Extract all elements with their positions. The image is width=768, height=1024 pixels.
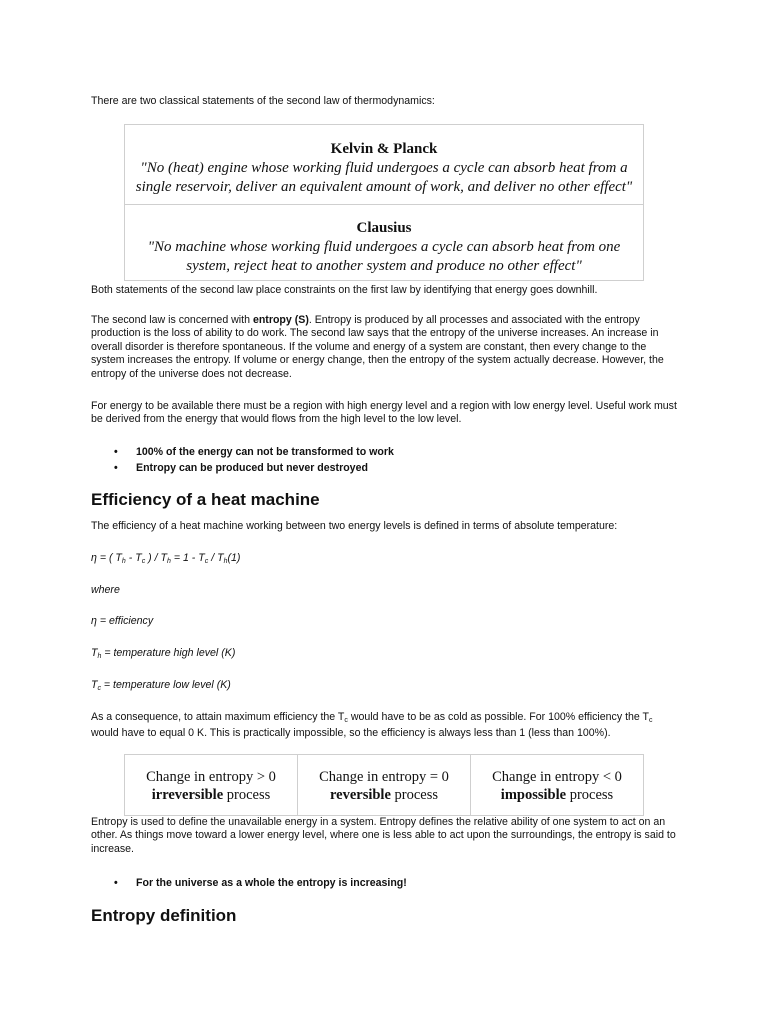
energy-paragraph: For energy to be available there must be a region with high energy level and a region with low energy level. Useful work must be derived from the energy that would flows from the high level to the low level. bbox=[91, 400, 677, 426]
where-label: where bbox=[91, 584, 120, 596]
kelvin-planck-statement bbox=[125, 125, 643, 205]
statement-quote: "No (heat) engine whose working fluid undergoes a cycle can absorb heat from a single reservoir, deliver an equivalent amount of work, and deliver no other effect" bbox=[135, 160, 633, 195]
bullet-icon: • bbox=[114, 877, 118, 889]
list-item-text: Entropy can be produced but never destroyed bbox=[136, 462, 368, 474]
statements-table bbox=[124, 124, 644, 281]
heading-entropy-definition: Entropy definition bbox=[91, 906, 237, 925]
bullet-icon: • bbox=[114, 446, 118, 458]
intro-text: There are two classical statements of the second law of thermodynamics: bbox=[91, 95, 435, 107]
statement-name: Clausius bbox=[356, 220, 412, 236]
entropy-change-table bbox=[124, 754, 644, 816]
definition-th: $T_h$ = temperature high level (K) bbox=[91, 647, 236, 660]
universe-list bbox=[110, 875, 407, 891]
entropy-case-cell: Change in entropy > 0 irreversible process bbox=[146, 769, 276, 803]
entropy-paragraph: Entropy is used to define the unavailable energy in a system. Entropy defines the relative ability of one system to act on an other. As things move toward a lower energy level, where one is less able to act upon the surroundings, the entropy is said to increase. bbox=[91, 816, 676, 855]
definition-eta: η = efficiency bbox=[91, 615, 154, 627]
second-law-rest: . Entropy is produced by all processes and associated with the entropy production is the loss of ability to do work. The second law says that the entropy of the universe increases. An increase in overall disorder is therefore spontaneous. If the volume and energy of a system are constant, then every change to the system increases the entropy. If volume or energy change, then the entropy of the system actually decrease. However, the entropy of the universe does not decrease. bbox=[91, 314, 664, 380]
efficiency-paragraph: The efficiency of a heat machine working between two energy levels is defined in terms of absolute temperature: bbox=[91, 520, 618, 532]
second-law-lead: The second law is concerned with bbox=[91, 314, 253, 326]
statement-name: Kelvin & Planck bbox=[330, 141, 438, 157]
list-item bbox=[110, 460, 394, 476]
clausius-statement bbox=[125, 205, 643, 276]
entropy-case-cell: Change in entropy = 0 reversible process bbox=[297, 755, 470, 815]
entropy-case-cell: Change in entropy < 0 impossible process bbox=[470, 755, 643, 815]
heading-efficiency: Efficiency of a heat machine bbox=[91, 490, 320, 509]
consequence-paragraph: As a consequence, to attain maximum efficiency the $T_c$ would have to be as cold as possible. For 100% efficiency the $T_c$ would have to equal 0 K. This is practically impossible, so the efficiency is always less than 1 (less than 100%). bbox=[91, 711, 653, 740]
list-item bbox=[110, 875, 407, 891]
definition-tc: $T_c$ = temperature low level (K) bbox=[91, 679, 231, 692]
key-points-list bbox=[110, 444, 394, 476]
list-item bbox=[110, 444, 394, 460]
entropy-term: entropy (S) bbox=[252, 314, 309, 326]
bullet-icon: • bbox=[114, 462, 118, 474]
statement-quote: "No machine whose working fluid undergoes a cycle can absorb heat from one system, reject heat to another system and produce no other effect" bbox=[147, 239, 621, 274]
both-statements-text: Both statements of the second law place constraints on the first law by identifying that energy goes downhill. bbox=[91, 284, 598, 296]
second-law-paragraph bbox=[91, 314, 681, 381]
list-item-text: For the universe as a whole the entropy is increasing! bbox=[136, 877, 407, 889]
list-item-text: 100% of the energy can not be transformed to work bbox=[136, 446, 394, 458]
efficiency-formula: η = ( $T_h - T_c$ ) / $T_h = 1 - T_c / T_h(1)$ bbox=[91, 552, 241, 565]
